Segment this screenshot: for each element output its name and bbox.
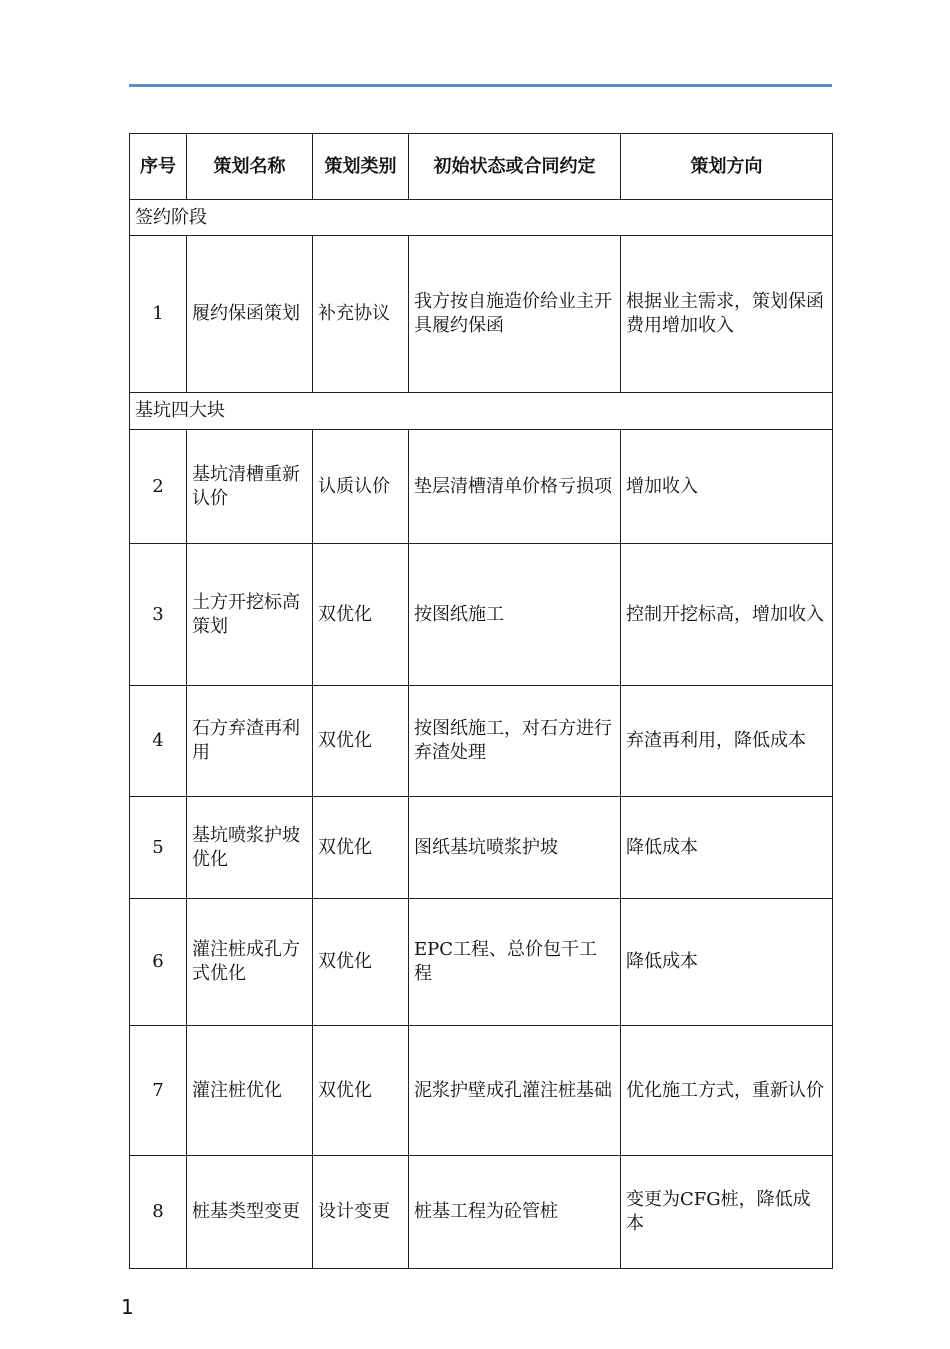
cell-direction: 增加收入 bbox=[621, 430, 833, 544]
col-header-direction: 策划方向 bbox=[621, 134, 833, 200]
table-row bbox=[130, 1156, 833, 1269]
cell-direction: 控制开挖标高，增加收入 bbox=[621, 544, 833, 686]
cell-category: 双优化 bbox=[313, 797, 409, 899]
cell-no: 4 bbox=[130, 686, 187, 797]
cell-category: 补充协议 bbox=[313, 236, 409, 393]
section-title: 基坑四大块 bbox=[130, 393, 833, 430]
cell-direction: 根据业主需求，策划保函费用增加收入 bbox=[621, 236, 833, 393]
cell-no: 3 bbox=[130, 544, 187, 686]
col-header-initial: 初始状态或合同约定 bbox=[409, 134, 621, 200]
cell-initial: 桩基工程为砼管桩 bbox=[409, 1156, 621, 1269]
section-row bbox=[130, 200, 833, 236]
table-row bbox=[130, 797, 833, 899]
cell-name: 基坑喷浆护坡优化 bbox=[187, 797, 313, 899]
col-header-name: 策划名称 bbox=[187, 134, 313, 200]
page-number: 1 bbox=[121, 1295, 134, 1319]
planning-table bbox=[129, 133, 833, 1269]
table-row bbox=[130, 430, 833, 544]
cell-category: 设计变更 bbox=[313, 1156, 409, 1269]
table-row bbox=[130, 544, 833, 686]
cell-category: 双优化 bbox=[313, 899, 409, 1026]
table-header-row bbox=[130, 134, 833, 200]
cell-no: 2 bbox=[130, 430, 187, 544]
section-row bbox=[130, 393, 833, 430]
col-header-category: 策划类别 bbox=[313, 134, 409, 200]
cell-category: 双优化 bbox=[313, 544, 409, 686]
cell-name: 灌注桩优化 bbox=[187, 1026, 313, 1156]
cell-name: 土方开挖标高策划 bbox=[187, 544, 313, 686]
cell-category: 双优化 bbox=[313, 686, 409, 797]
table-row bbox=[130, 686, 833, 797]
cell-initial: 垫层清槽清单价格亏损项 bbox=[409, 430, 621, 544]
cell-no: 1 bbox=[130, 236, 187, 393]
header-rule bbox=[129, 84, 832, 87]
cell-initial: 我方按自施造价给业主开具履约保函 bbox=[409, 236, 621, 393]
table-row bbox=[130, 1026, 833, 1156]
cell-initial: EPC工程、总价包干工程 bbox=[409, 899, 621, 1026]
cell-category: 认质认价 bbox=[313, 430, 409, 544]
cell-name: 石方弃渣再利用 bbox=[187, 686, 313, 797]
cell-name: 灌注桩成孔方式优化 bbox=[187, 899, 313, 1026]
cell-category: 双优化 bbox=[313, 1026, 409, 1156]
cell-direction: 变更为CFG桩，降低成本 bbox=[621, 1156, 833, 1269]
cell-initial: 按图纸施工 bbox=[409, 544, 621, 686]
cell-direction: 降低成本 bbox=[621, 899, 833, 1026]
cell-initial: 泥浆护壁成孔灌注桩基础 bbox=[409, 1026, 621, 1156]
cell-no: 5 bbox=[130, 797, 187, 899]
cell-name: 履约保函策划 bbox=[187, 236, 313, 393]
table-row bbox=[130, 236, 833, 393]
cell-initial: 按图纸施工，对石方进行弃渣处理 bbox=[409, 686, 621, 797]
cell-name: 基坑清槽重新认价 bbox=[187, 430, 313, 544]
cell-direction: 优化施工方式，重新认价 bbox=[621, 1026, 833, 1156]
table-row bbox=[130, 899, 833, 1026]
cell-direction: 降低成本 bbox=[621, 797, 833, 899]
cell-direction: 弃渣再利用，降低成本 bbox=[621, 686, 833, 797]
section-title: 签约阶段 bbox=[130, 200, 833, 236]
cell-no: 7 bbox=[130, 1026, 187, 1156]
cell-name: 桩基类型变更 bbox=[187, 1156, 313, 1269]
cell-no: 8 bbox=[130, 1156, 187, 1269]
cell-initial: 图纸基坑喷浆护坡 bbox=[409, 797, 621, 899]
cell-no: 6 bbox=[130, 899, 187, 1026]
col-header-no: 序号 bbox=[130, 134, 187, 200]
